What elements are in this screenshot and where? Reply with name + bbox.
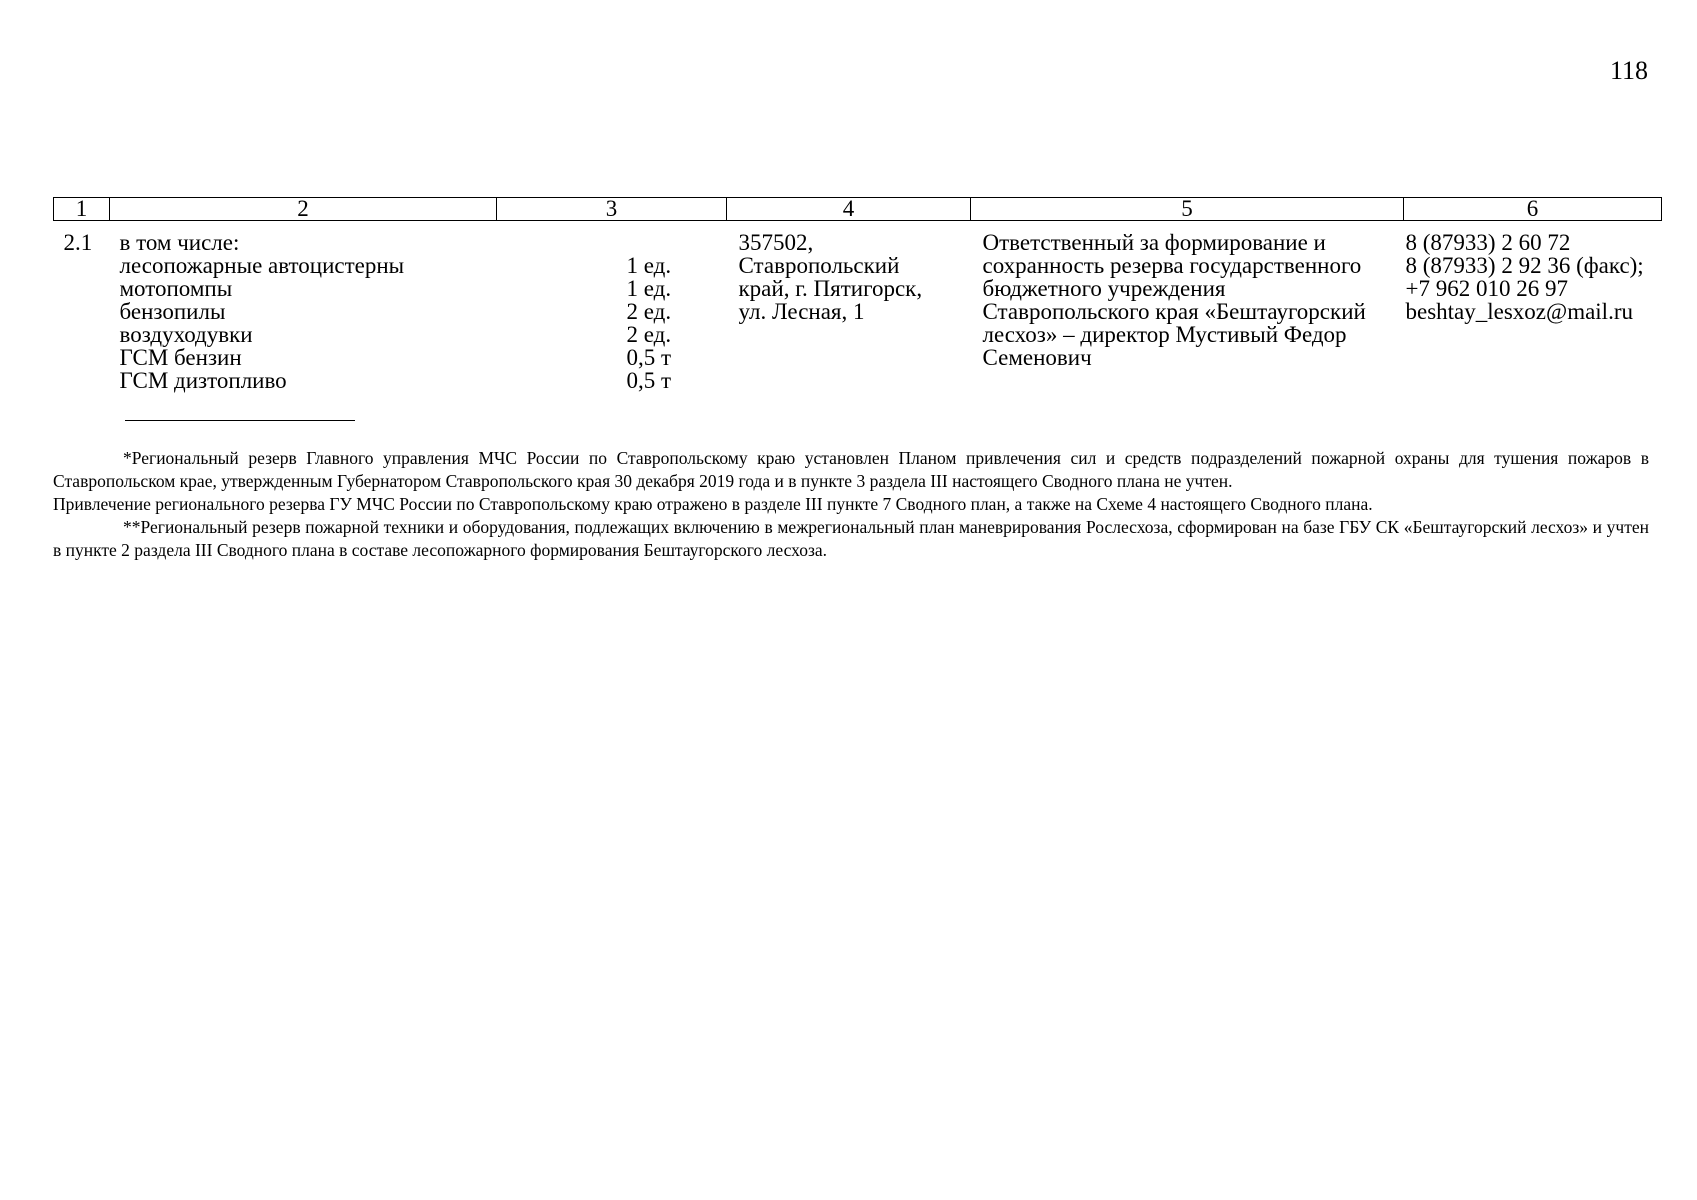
column-header-4: 4	[727, 198, 971, 221]
responsible-cell	[971, 221, 1404, 393]
items-cell	[110, 221, 497, 393]
column-header-1: 1	[54, 198, 110, 221]
item-line: в том числе:	[119, 230, 240, 255]
footnote-1-continuation: Привлечение регионального резерва ГУ МЧС России по Ставропольскому краю отражено в разделе III пункте 7 Сводного план, а также на Схеме 4 настоящего Сводного плана.	[53, 494, 1373, 514]
footnote-1: *Региональный резерв Главного управления МЧС России по Ставропольскому краю установлен Планом привлечения сил и средств подразделений пожарной охраны для тушения пожаров в Ставропольском крае, утвержденным Губернатором Ставропольского края 30 декабря 2019 года и в пункте 3 раздела III настоящего Сводного плана не учтен.	[53, 448, 1649, 491]
contacts-cell	[1404, 221, 1662, 393]
page-number: 118	[1609, 56, 1648, 85]
responsible-line: Ставропольского края «Бештаугорский	[982, 299, 1366, 324]
column-header-3: 3	[497, 198, 727, 221]
quantity-line: 2 ед.	[626, 322, 672, 347]
address-line: Ставропольский	[738, 253, 900, 278]
responsible-line: лесхоз» – директор Мустивый Федор	[982, 322, 1347, 347]
responsible-line: Ответственный за формирование и	[982, 230, 1326, 255]
quantity-line: 0,5 т	[626, 368, 672, 393]
item-line: мотопомпы	[119, 276, 233, 301]
quantity-line: 1 ед.	[626, 253, 672, 278]
item-line: лесопожарные автоцистерны	[119, 253, 405, 278]
quantity-line	[627, 231, 727, 254]
quantities-cell	[497, 221, 727, 393]
quantity-line: 1 ед.	[626, 276, 672, 301]
responsible-line: сохранность резерва государственного	[982, 253, 1362, 278]
footnote-2: **Региональный резерв пожарной техники и оборудования, подлежащих включению в межрегиональный план маневрирования Рослесхоза, сформирован на базе ГБУ СК «Бештаугорский лесхоз» и учтен в пункте 2 раздела III Сводного плана в составе лесопожарного формирования Бештаугорского лесхоза.	[53, 517, 1649, 560]
row-number: 2.1	[63, 230, 93, 255]
fax-line: 8 (87933) 2 92 36 (факс);	[1405, 253, 1644, 278]
responsible-line: Семенович	[982, 345, 1092, 370]
address-line: край, г. Пятигорск,	[738, 276, 923, 301]
address-cell	[727, 221, 971, 393]
column-header-2: 2	[110, 198, 497, 221]
item-line: бензопилы	[119, 299, 226, 324]
email-line: beshtay_lesxoz@mail.ru	[1405, 299, 1633, 324]
footnote-separator	[125, 420, 355, 421]
column-header-5: 5	[971, 198, 1404, 221]
item-line: воздуходувки	[119, 322, 253, 347]
table-header-row	[54, 198, 1662, 221]
phone-line: 8 (87933) 2 60 72	[1405, 230, 1571, 255]
column-header-6: 6	[1404, 198, 1662, 221]
address-line: 357502,	[738, 230, 814, 255]
quantity-line: 0,5 т	[626, 345, 672, 370]
footnotes	[53, 447, 1649, 562]
responsible-line: бюджетного учреждения	[982, 276, 1226, 301]
item-line: ГСМ дизтопливо	[119, 368, 287, 393]
mobile-line: +7 962 010 26 97	[1405, 276, 1568, 301]
address-line: ул. Лесная, 1	[738, 299, 865, 324]
table-row	[54, 221, 1662, 393]
item-line: ГСМ бензин	[119, 345, 242, 370]
quantity-line: 2 ед.	[626, 299, 672, 324]
reserve-table	[53, 197, 1662, 392]
